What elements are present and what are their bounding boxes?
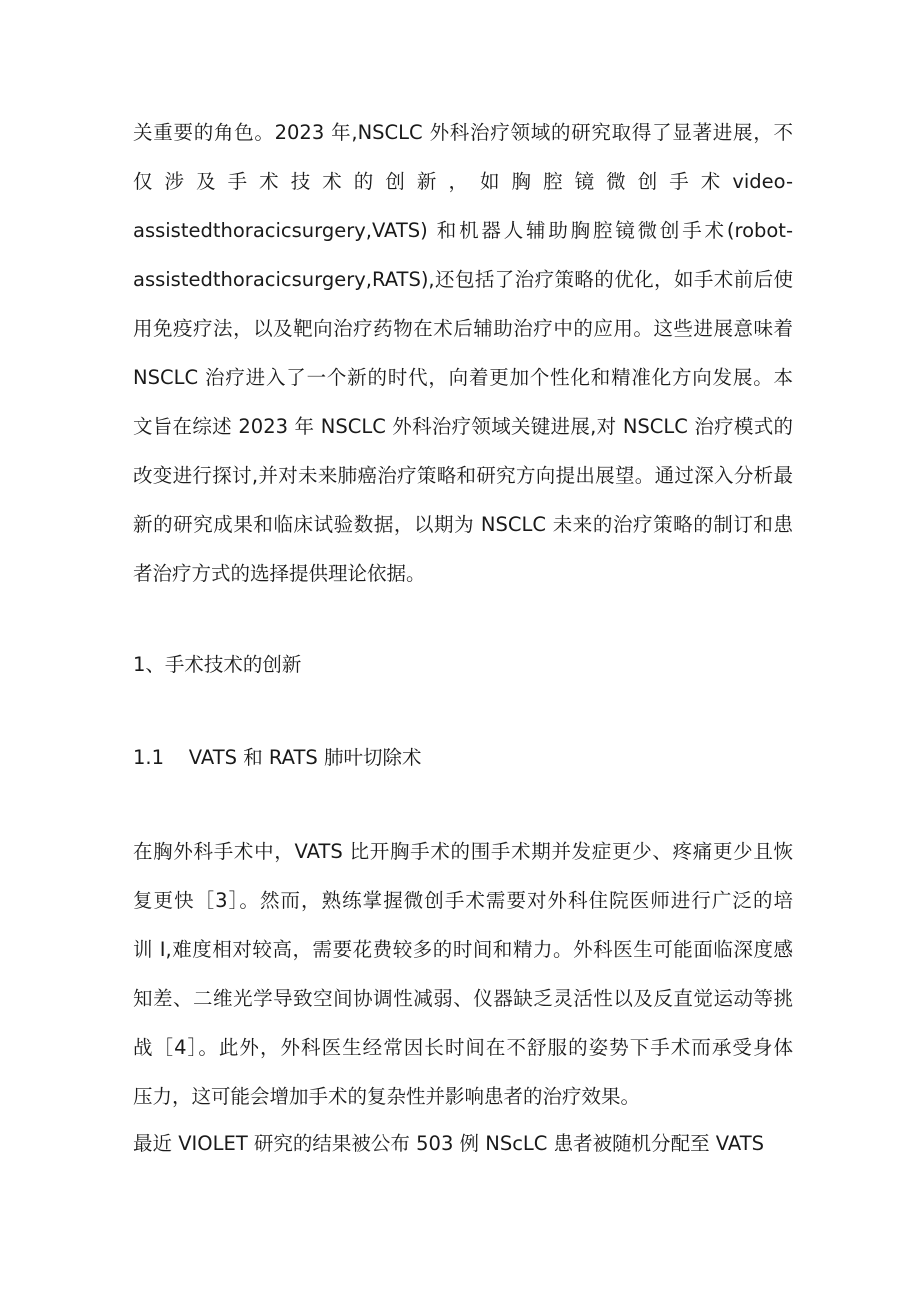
intro-line-10: 者治疗方式的选择提供理论依据。 — [133, 562, 426, 585]
intro-line-2: 仅 涉 及 手 术 技 术 的 创 新 ， 如 胸 腔 镜 微 创 手 术 video- — [133, 170, 793, 193]
intro-line-5: 用免疫疗法，以及靶向治疗药物在术后辅助治疗中的应用。这些进展意味着 — [133, 317, 793, 340]
vats-line-6: 压力，这可能会增加手术的复杂性并影响患者的治疗效果。 — [133, 1085, 641, 1108]
vats-line-2: 复更快［3］。然而，熟练掌握微创手术需要对外科住院医师进行广泛的培 — [133, 889, 793, 912]
section-heading-1: 1、手术技术的创新 — [133, 653, 302, 676]
intro-line-8: 改变进行探讨,并对未来肺癌治疗策略和研究方向提出展望。通过深入分析最 — [133, 464, 793, 487]
section-heading-1-1: 1.1 VATS 和 RATS 肺叶切除术 — [133, 746, 422, 769]
intro-line-1: 关重要的角色。2023 年,NSCLC 外科治疗领域的研究取得了显著进展，不 — [133, 121, 793, 144]
intro-line-3: assistedthoracicsurgery,VATS) 和机器人辅助胸腔镜微创手术(robot- — [133, 219, 793, 242]
vats-line-4: 知差、二维光学导致空间协调性减弱、仪器缺乏灵活性以及反直觉运动等挑 — [133, 987, 793, 1010]
intro-line-4: assistedthoracicsurgery,RATS),还包括了治疗策略的优化，如手术前后使 — [133, 268, 793, 291]
violet-line-1: 最近 VIOLET 研究的结果被公布 503 例 NScLC 患者被随机分配至 VATS — [133, 1132, 765, 1155]
vats-line-1: 在胸外科手术中，VATS 比开胸手术的围手术期并发症更少、疼痛更少且恢 — [133, 840, 793, 863]
vats-line-3: 训 I,难度相对较高，需要花费较多的时间和精力。外科医生可能面临深度感 — [133, 938, 793, 961]
intro-line-6: NSCLC 治疗进入了一个新的时代，向着更加个性化和精准化方向发展。本 — [133, 366, 793, 389]
vats-line-5: 战［4］。此外，外科医生经常因长时间在不舒服的姿势下手术而承受身体 — [133, 1036, 793, 1059]
intro-line-9: 新的研究成果和临床试验数据，以期为 NSCLC 未来的治疗策略的制订和患 — [133, 513, 793, 536]
intro-line-7: 文旨在综述 2023 年 NSCLC 外科治疗领域关键进展,对 NSCLC 治疗模式的 — [133, 415, 793, 438]
